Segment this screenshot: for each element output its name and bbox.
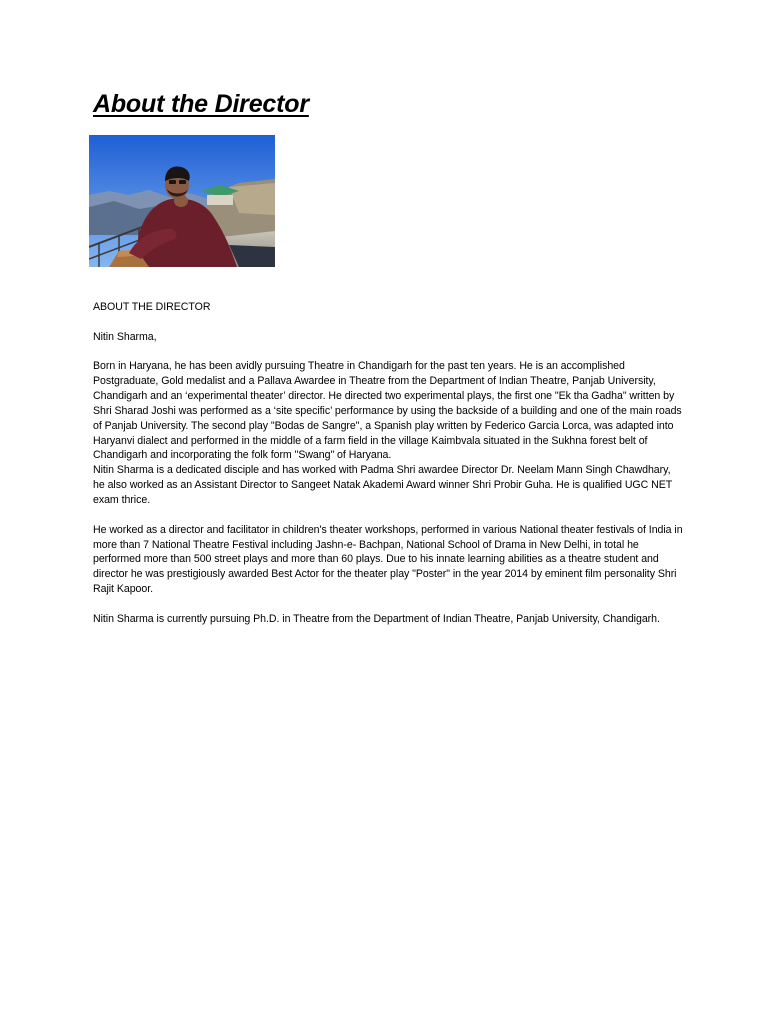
paragraph-mentorship: Nitin Sharma is a dedicated disciple and has worked with Padma Shri awardee Director Dr. Neelam Mann Singh Chawdhary, he also worked as an Assistant Director to Sangeet Natak Akademi Award winner Shri Probir Guha. He is qualified UGC NET exam thrice. — [93, 464, 672, 506]
paragraph-phd: Nitin Sharma is currently pursuing Ph.D. in Theatre from the Department of Indian Theatre, Panjab University, Chandigarh. — [93, 612, 660, 625]
director-name: Nitin Sharma, — [93, 330, 157, 343]
section-heading: ABOUT THE DIRECTOR — [93, 301, 211, 313]
director-photo — [89, 135, 275, 267]
document-body — [93, 300, 683, 627]
director-photo-illustration — [89, 135, 275, 267]
paragraph-workshops: He worked as a director and facilitator in children's theater workshops, performed in various National theater festivals of India in more than 7 National Theatre Festival including Jashn-e- Bachpan, National School of Drama in New Delhi, in total he performed more than 500 street plays and more than 60 plays. Due to his innate learning abilities as a theatre student and director he was prestigiously awarded Best Actor for the theater play "Poster" in the year 2014 by eminent film personality Shri Rajit Kapoor. — [93, 523, 683, 596]
paragraph-biography: Born in Haryana, he has been avidly pursuing Theatre in Chandigarh for the past ten years. He is an accomplished Postgraduate, Gold medalist and a Pallava Awardee in Theatre from the Department of Indian Theatre, Panjab University, Chandigarh and an ‘experimental theater’ director. He directed two experimental plays, the first one "Ek tha Gadha" written by Shri Sharad Joshi was performed as a ‘site specific’ performance by using the backside of a building and one of the main roads of Panjab University. The second play "Bodas de Sangre", a Spanish play written by Federico Garcia Lorca, was adapted into Haryanvi dialect and performed in the middle of a farm field in the village Kaimbvala situated in the Sukhna forest belt of Chandigarh and incorporating the folk form "Swang" of Haryana. — [93, 360, 682, 462]
page-title: About the Director — [93, 90, 309, 118]
